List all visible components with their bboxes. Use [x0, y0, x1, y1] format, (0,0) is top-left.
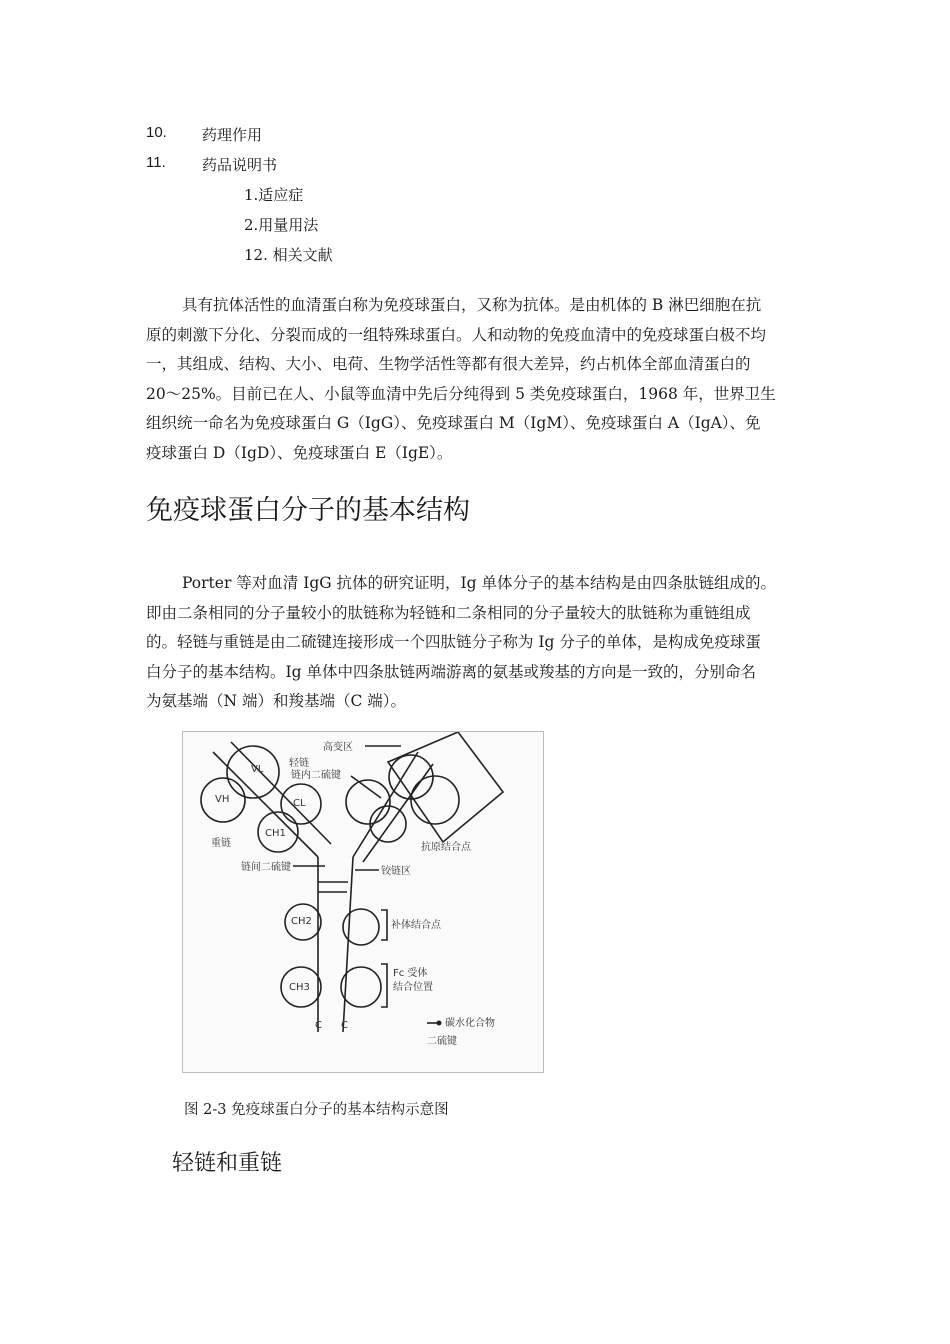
label-cl: CL	[293, 798, 306, 809]
label-fc-receptor: Fc 受体	[393, 968, 428, 979]
paragraph-line: 原的刺激下分化、分裂而成的一组特殊球蛋白。人和动物的免疫血清中的免疫球蛋白极不均	[146, 325, 767, 344]
toc-subitem-indications: 1.适应症	[244, 186, 304, 204]
paragraph-line: 具有抗体活性的血清蛋白称为免疫球蛋白，又称为抗体。是由机体的 B 淋巴细胞在抗	[182, 296, 762, 314]
section-heading: 免疫球蛋白分子的基本结构	[146, 495, 470, 526]
label-c-terminal: C	[341, 1020, 348, 1031]
intro-paragraph	[146, 291, 810, 468]
figure-caption: 图 2-3 免疫球蛋白分子的基本结构示意图	[184, 1102, 449, 1118]
paragraph-line: 20～25%。目前已在人、小鼠等血清中先后分纯得到 5 类免疫球蛋白，1968 年，世界卫生	[146, 384, 776, 403]
label-carbohydrate: 碳水化合物	[445, 1018, 495, 1029]
fc-receptor-bracket	[381, 964, 387, 1007]
subsection-heading: 轻链和重链	[172, 1151, 283, 1176]
antibody-diagram	[183, 732, 543, 1072]
paragraph-line: 一，其组成、结构、大小、电荷、生物学活性等都有很大差异，约占机体全部血清蛋白的	[146, 355, 751, 373]
label-disulfide-bond: 二硫键	[427, 1036, 457, 1047]
right-ch1-loop	[346, 780, 390, 824]
carbohydrate-marker-icon	[437, 1021, 442, 1026]
label-interchain-disulfide: 链间二硫键	[241, 862, 291, 873]
toc-subitem-dosage: 2.用量用法	[244, 216, 319, 234]
label-ch1: CH1	[265, 828, 286, 839]
paragraph-line: 为氨基端（N 端）和羧基端（C 端）。	[146, 692, 407, 710]
label-ch3: CH3	[289, 982, 310, 993]
label-complement-binding-site: 补体结合点	[391, 920, 441, 931]
toc-subitem-references: 12. 相关文献	[244, 246, 333, 264]
paragraph-line: 白分子的基本结构。Ig 单体中四条肽链两端游离的氨基或羧基的方向是一致的，分别命名	[146, 662, 756, 681]
label-hinge-region: 铰链区	[381, 866, 411, 877]
fc-chain-right	[343, 857, 353, 1032]
label-intrachain-disulfide: 链内二硫键	[291, 770, 341, 781]
label-light-chain: 轻链	[289, 758, 309, 769]
label-antigen-binding-site: 抗原结合点	[421, 842, 471, 853]
toc-item-drug-instructions: 药品说明书	[202, 156, 278, 174]
paragraph-line: 即由二条相同的分子量较小的肽链称为轻链和二条相同的分子量较大的肽链称为重链组成	[146, 603, 751, 622]
paragraph-line: 疫球蛋白 D（IgD）、免疫球蛋白 E（IgE）。	[146, 443, 453, 462]
right-vh-loop	[411, 776, 459, 824]
label-fc-receptor-site: 结合位置	[393, 982, 433, 993]
label-variable-region: 高变区	[323, 742, 353, 753]
label-heavy-chain: 重链	[211, 838, 231, 849]
antibody-structure-figure	[182, 731, 544, 1073]
paragraph-line: Porter 等对血清 IgG 抗体的研究证明，Ig 单体分子的基本结构是由四条肽链组成的。	[182, 574, 777, 592]
label-c-terminal: C	[315, 1020, 322, 1031]
toc-item-pharmacology: 药理作用	[202, 126, 263, 144]
structure-paragraph	[146, 569, 810, 717]
label-vh: VH	[215, 794, 230, 805]
label-vl: VL	[251, 764, 264, 775]
label-ch2: CH2	[291, 916, 312, 927]
paragraph-line: 组织统一命名为免疫球蛋白 G（IgG）、免疫球蛋白 M（IgM）、免疫球蛋白 A（IgA）、免	[146, 414, 761, 432]
toc-number: 10.	[146, 124, 167, 141]
complement-bracket	[381, 910, 387, 940]
ch3-right-loop	[341, 967, 381, 1007]
toc-number: 11.	[146, 154, 166, 171]
paragraph-line: 的。轻链与重链是由二硫键连接形成一个四肽链分子称为 Ig 分子的单体，是构成免疫球蛋	[146, 633, 761, 651]
